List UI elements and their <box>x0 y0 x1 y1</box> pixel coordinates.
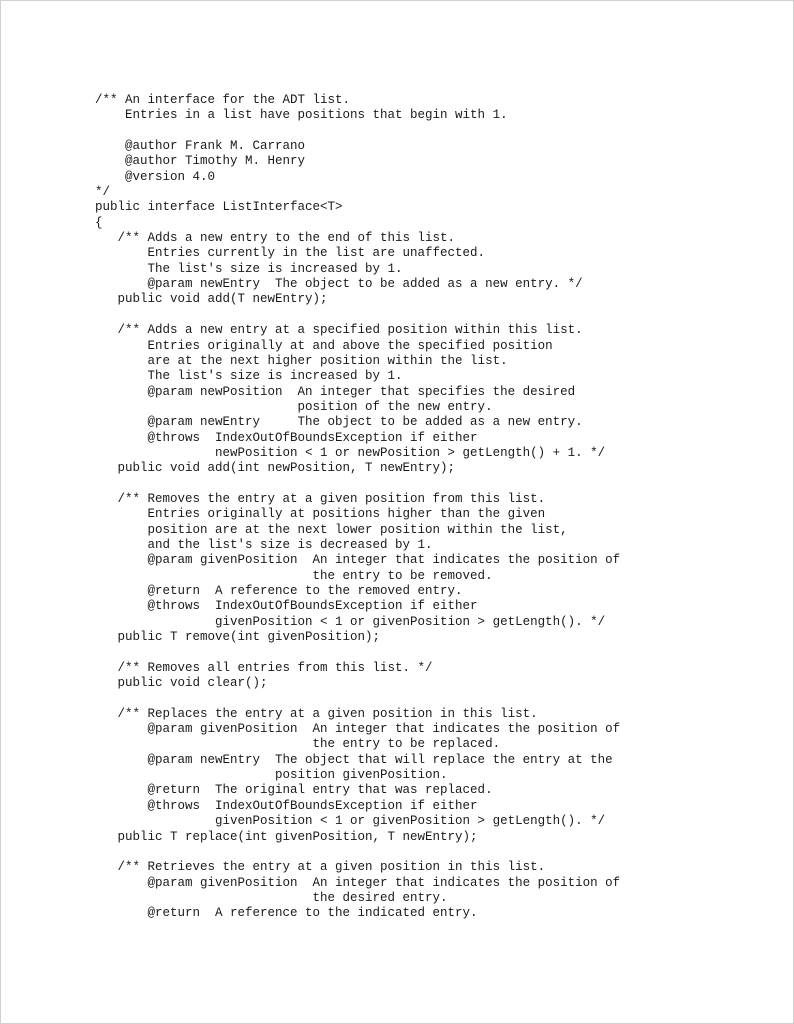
code-line: { <box>95 215 103 230</box>
code-line: /** Replaces the entry at a given position in this list. <box>95 706 538 721</box>
code-line: @throws IndexOutOfBoundsException if either <box>95 798 478 813</box>
code-line: Entries currently in the list are unaffected. <box>95 246 486 261</box>
code-line: @param newEntry The object that will replace the entry at the <box>95 752 613 767</box>
code-line: Entries in a list have positions that begin with 1. <box>95 108 508 123</box>
code-line: @param newEntry The object to be added as a new entry. <box>95 415 583 430</box>
code-line <box>95 308 620 323</box>
code-line: @param givenPosition An integer that indicates the position of <box>95 722 621 737</box>
code-line: public void add(T newEntry); <box>95 292 328 307</box>
code-line: /** Retrieves the entry at a given position in this list. <box>95 860 546 875</box>
code-line: @version 4.0 <box>95 169 216 184</box>
code-line: givenPosition < 1 or givenPosition > getLength(). */ <box>95 814 606 829</box>
code-line: @return A reference to the removed entry. <box>95 584 463 598</box>
code-line: public T remove(int givenPosition); <box>95 630 381 645</box>
code-line: public void add(int newPosition, T newEntry); <box>95 461 456 476</box>
code-line: the entry to be removed. <box>95 568 493 583</box>
code-line: are at the next higher position within the list. <box>95 353 508 368</box>
code-line <box>95 645 620 660</box>
code-line <box>95 845 620 860</box>
code-line: @return A reference to the indicated entry. <box>95 906 478 921</box>
code-line: @throws IndexOutOfBoundsException if either <box>95 430 478 445</box>
code-line: Entries originally at and above the specified position <box>95 338 553 353</box>
code-line: /** An interface for the ADT list. <box>95 93 351 107</box>
code-line: @param givenPosition An integer that indicates the position of <box>95 875 621 890</box>
code-line: /** Adds a new entry to the end of this list. <box>95 231 456 246</box>
code-line: The list's size is increased by 1. <box>95 261 403 276</box>
code-line: public void clear(); <box>95 676 268 691</box>
code-line: Entries originally at positions higher than the given <box>95 507 546 522</box>
code-line: position of the new entry. <box>95 399 493 414</box>
code-line: /** Removes all entries from this list. */ <box>95 660 433 675</box>
code-line: /** Adds a new entry at a specified position within this list. <box>95 323 583 338</box>
code-line: position givenPosition. <box>95 768 448 783</box>
code-line: position are at the next lower position within the list, <box>95 522 568 537</box>
code-line: @param newEntry The object to be added as a new entry. */ <box>95 277 583 292</box>
code-line: /** Removes the entry at a given position from this list. <box>95 491 546 506</box>
code-line: and the list's size is decreased by 1. <box>95 537 433 552</box>
code-line: @author Timothy M. Henry <box>95 154 306 169</box>
code-line: @param newPosition An integer that specifies the desired <box>95 384 576 399</box>
code-line: newPosition < 1 or newPosition > getLength() + 1. */ <box>95 445 606 460</box>
code-line: givenPosition < 1 or givenPosition > getLength(). */ <box>95 614 606 629</box>
code-line: the desired entry. <box>95 890 448 905</box>
code-line: @param givenPosition An integer that indicates the position of <box>95 553 621 568</box>
code-line: The list's size is increased by 1. <box>95 369 403 384</box>
code-line <box>95 124 620 139</box>
code-line: */ <box>95 185 111 200</box>
code-line: the entry to be replaced. <box>95 737 501 752</box>
code-listing <box>95 93 620 922</box>
code-line: @throws IndexOutOfBoundsException if either <box>95 599 478 614</box>
code-line: public interface ListInterface<T> <box>95 200 343 215</box>
code-line <box>95 477 620 492</box>
code-line: @return The original entry that was replaced. <box>95 783 493 798</box>
code-line: @author Frank M. Carrano <box>95 139 306 154</box>
code-line <box>95 691 620 706</box>
code-line: public T replace(int givenPosition, T newEntry); <box>95 829 478 844</box>
